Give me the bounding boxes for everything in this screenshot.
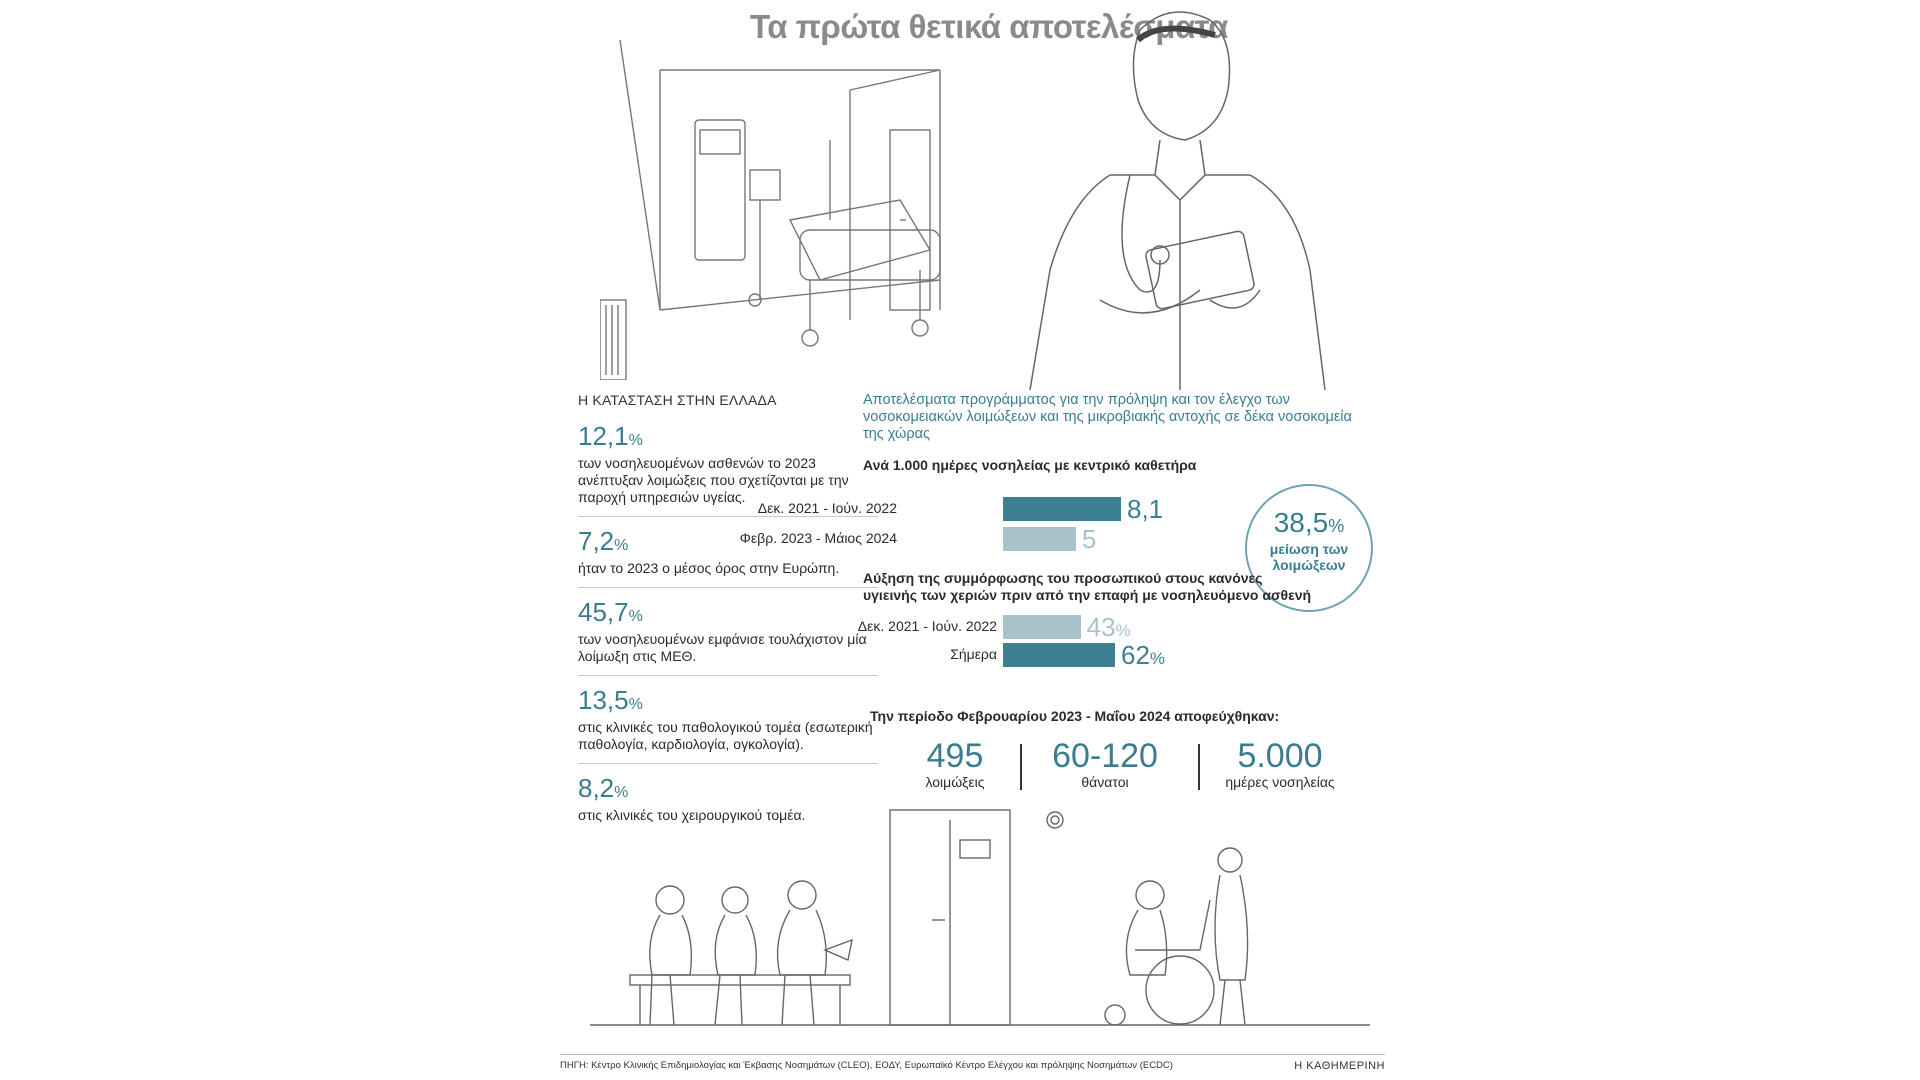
- catheter-infections-chart: [739, 457, 1283, 567]
- chart-title-line1: Αύξηση της συμμόρφωσης του προσωπικού στους κανόνες: [863, 570, 1263, 586]
- stat-value: 12,1%: [578, 421, 643, 451]
- avoided-label: θάνατοι: [1081, 774, 1129, 790]
- source-note: ΠΗΓΗ: Κέντρο Κλινικής Επιδημιολογίας και Έκβασης Νοσημάτων (CLEO), ΕΟΔΥ, Ευρωπαϊκό Κέντρο Ελέγχου και πρόληψης Νοσημάτων (ECDC): [560, 1060, 1173, 1071]
- avoided-value: 5.000: [1237, 737, 1323, 775]
- bar-category-label: Σήμερα: [950, 646, 997, 662]
- program-intro: Αποτελέσματα προγράμματος για την πρόληψη και τον έλεγχο των νοσοκομειακών λοιμώξεων και της μικροβιακής αντοχής σε δέκα νοσοκομεία της χώρας: [863, 392, 1352, 442]
- bar: [1003, 497, 1121, 521]
- infographic: [560, 0, 1385, 1080]
- footer-rule: [560, 1054, 1385, 1055]
- divider: [1198, 744, 1200, 790]
- reduction-label-line2: λοιμώξεων: [1272, 557, 1346, 573]
- greece-stats-heading: Η ΚΑΤΑΣΤΑΣΗ ΣΤΗΝ ΕΛΛΑΔΑ: [578, 392, 777, 408]
- bar-category-label: Δεκ. 2021 - Ιούν. 2022: [857, 618, 997, 634]
- stat-value: 13,5%: [578, 685, 643, 715]
- bar-value-label: 62%: [1121, 640, 1166, 670]
- avoided-deaths: [1030, 738, 1180, 790]
- reduction-value: 38,5%: [1273, 507, 1345, 538]
- stat-value: 8,2%: [578, 773, 629, 803]
- chart-title-line2: υγιεινής των χεριών πριν από την επαφή με νοσηλευόμενο ασθενή: [863, 587, 1312, 603]
- stat-value: 7,2%: [578, 526, 629, 556]
- bar-value-label: 43%: [1086, 612, 1131, 642]
- doctor-illustration: [1010, 0, 1340, 390]
- stat-item: [578, 682, 878, 764]
- avoided-hospital-days: [1205, 738, 1355, 790]
- stat-description: των νοσηλευομένων εμφάνισε τουλάχιστον μία λοίμωξη στις ΜΕΘ.: [578, 631, 867, 664]
- avoided-heading: Την περίοδο Φεβρουαρίου 2023 - Μαΐου 2024 αποφεύχθηκαν:: [870, 708, 1280, 724]
- greece-stats-column: [578, 392, 878, 840]
- bar: [1003, 527, 1076, 551]
- waiting-room-illustration: [590, 800, 1370, 1050]
- avoided-label: ημέρες νοσηλείας: [1225, 774, 1335, 790]
- stat-description: ήταν το 2023 ο μέσος όρος στην Ευρώπη.: [578, 560, 840, 576]
- stat-value: 45,7%: [578, 597, 643, 627]
- avoided-figures: [880, 738, 1350, 798]
- bar: [1003, 643, 1115, 667]
- publisher-brand: Η ΚΑΘΗΜΕΡΙΝΗ: [1294, 1060, 1385, 1072]
- stat-description: των νοσηλευομένων ασθενών το 2023 ανέπτυξαν λοιμώξεις που σχετίζονται με την παροχή υπηρεσιών υγείας.: [578, 455, 849, 505]
- reduction-label-line1: μείωση των: [1269, 541, 1349, 557]
- bar-value-label: 5: [1081, 524, 1097, 554]
- bar: [1003, 615, 1081, 639]
- avoided-value: 495: [926, 737, 984, 775]
- avoided-label: λοιμώξεις: [925, 774, 985, 790]
- chart-title: Ανά 1.000 ημέρες νοσηλείας με κεντρικό καθετήρα: [863, 457, 1197, 473]
- stat-description: στις κλινικές του χειρουργικού τομέα.: [578, 807, 806, 823]
- bar-category-label: Φεβρ. 2023 - Μάιος 2024: [739, 530, 897, 546]
- hand-hygiene-chart: [857, 570, 1383, 685]
- divider: [1020, 744, 1022, 790]
- stat-description: στις κλινικές του παθολογικού τομέα (εσωτερική παθολογία, καρδιολογία, ογκολογία).: [578, 719, 873, 752]
- stat-item: [578, 594, 878, 676]
- hospital-room-illustration: [600, 20, 980, 380]
- program-results-column: [863, 392, 1363, 443]
- avoided-infections: [880, 738, 1030, 790]
- bar-category-label: Δεκ. 2021 - Ιούν. 2022: [757, 500, 897, 516]
- avoided-value: 60-120: [1052, 737, 1158, 775]
- infographic-title: Τα πρώτα θετικά αποτελέσματα: [750, 8, 1228, 45]
- bar-value-label: 8,1: [1127, 494, 1164, 524]
